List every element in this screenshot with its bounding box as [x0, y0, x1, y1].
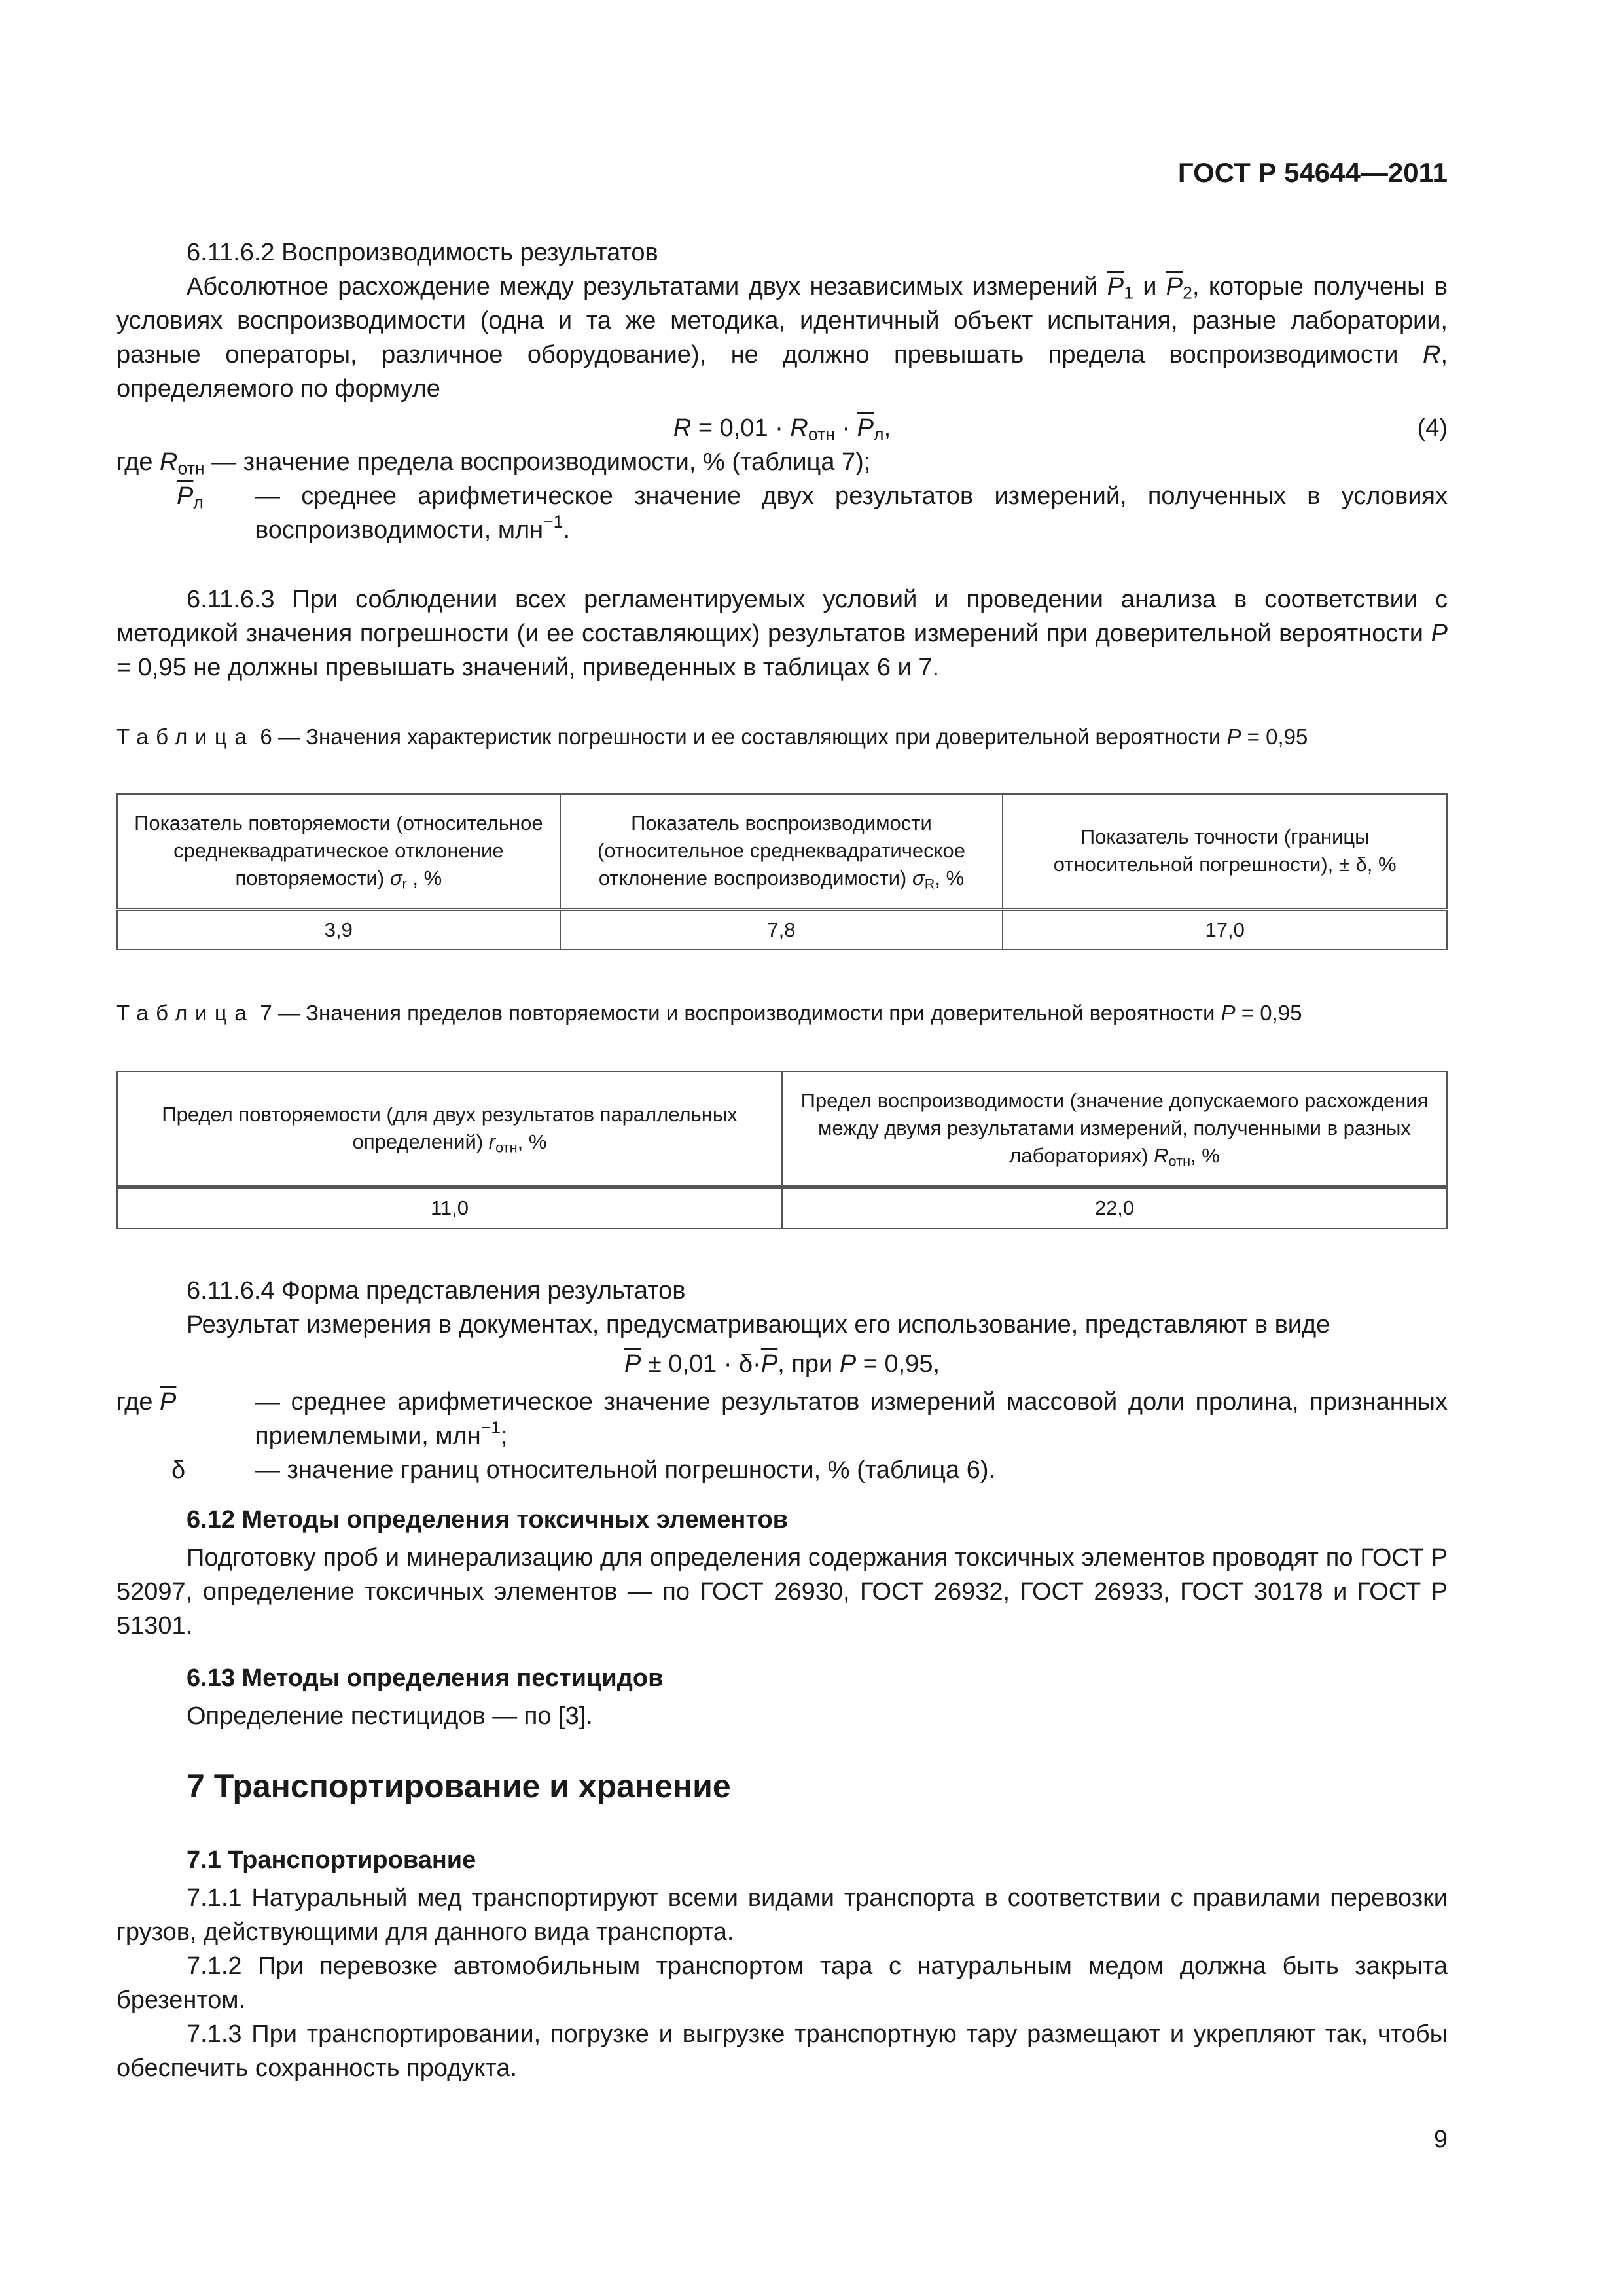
caption-label: Таблица [116, 725, 255, 749]
text: Абсолютное расхождение между результатами двух независимых измерений [187, 273, 1098, 300]
text: ; [501, 1422, 508, 1450]
var: $\overline{P}$ [760, 1350, 778, 1378]
subscript: л [193, 492, 204, 512]
section-heading: 7.1 Транспортирование [187, 1846, 476, 1874]
section-heading: 6.12 Методы определения токсичных элементов [187, 1506, 789, 1534]
document-id: ГОСТ Р 54644—2011 [1177, 157, 1448, 188]
paragraph: 7.1.1 Натуральный мед транспортируют всеми видами транспорта в соответствии с правилами перевозки грузов, действующими для данного вида транспорта. [116, 1884, 1448, 1946]
symbol: σ [906, 867, 925, 890]
where-clause [116, 445, 1448, 479]
subscript: 2 [1183, 283, 1192, 303]
symbol: r [483, 1130, 496, 1154]
where-clause [116, 479, 1448, 547]
table-cell: 11,0 [117, 1187, 782, 1229]
paragraph: 7.1.2 При перевозке автомобильным транспортом тара с натуральным медом должна быть закрыта брезентом. [116, 1952, 1448, 2014]
section-6-13 [116, 1661, 1448, 1733]
table-cell: 22,0 [782, 1187, 1447, 1229]
text: 7 — Значения пределов повторяемости и воспроизводимости при доверительной вероятности [254, 1001, 1221, 1025]
text: , [883, 414, 891, 442]
var: $\overline{P}$ [624, 1350, 641, 1378]
subscript: 1 [1124, 283, 1133, 303]
var-p2: $\overline{P}$ [1166, 273, 1183, 300]
subscript: отн [808, 424, 835, 444]
paragraph [116, 270, 1448, 406]
text: ± 0,01 · δ· [641, 1350, 761, 1378]
where-label: δ [171, 1456, 186, 1484]
subscript: отн [1168, 1153, 1191, 1170]
table-header-row [117, 794, 1447, 909]
text: где [116, 448, 160, 476]
text: , % [517, 1130, 547, 1154]
text: . [563, 516, 571, 544]
table-header-cell [782, 1071, 1447, 1187]
text: Предел повторяемости (для двух результатов параллельных определений) [162, 1103, 738, 1154]
page-number: 9 [1433, 2126, 1448, 2153]
text: — значение предела воспроизводимости, % (таблица 7); [204, 448, 871, 476]
subscript: r [402, 875, 407, 892]
paragraph: Определение пестицидов — по [3]. [187, 1702, 593, 1730]
var-r: R [1422, 341, 1441, 368]
var: $\overline{P}$ [160, 1388, 177, 1416]
text: = 0,95, [856, 1350, 940, 1378]
text: Показатель повторяемости (относительное среднеквадратическое отклонение повторяемости) [134, 812, 543, 890]
section-heading: 6.11.6.2 Воспроизводимость результатов [187, 239, 658, 266]
paragraph: Подготовку проб и минерализацию для определения содержания токсичных элементов проводят по ГОСТ Р 52097, определение токсичных элементов — по ГОСТ 26930, ГОСТ 26932, ГОСТ 26933, ГОСТ 30178 и ГОСТ Р 51301. [116, 1544, 1448, 1640]
where-label [116, 1385, 176, 1419]
document-page [116, 0, 1448, 2296]
table6-caption [116, 723, 1448, 751]
text: , которые получены в условиях воспроизводимости (одна и та же методика, идентичный объект испытания, разные лаборатории, разные операторы, различное оборудование), не должно превышать предела воспроизводимости [116, 273, 1448, 368]
text: , % [406, 867, 442, 890]
section-6-12 [116, 1503, 1448, 1643]
paragraph [116, 583, 1448, 685]
var: P [1226, 725, 1241, 749]
table-header-cell [117, 1071, 782, 1187]
var: P [1431, 620, 1448, 647]
text: Показатель воспроизводимости (относительное среднеквадратическое отклонение воспроизводимости) [597, 812, 966, 890]
text: , при [777, 1350, 840, 1378]
section-6-11-6-3 [116, 583, 1448, 685]
table-row [117, 1187, 1447, 1229]
text: , % [935, 867, 965, 890]
subscript: отн [495, 1139, 518, 1156]
var-p1: $\overline{P}$ [1107, 273, 1124, 300]
text: и [1143, 273, 1157, 300]
text: где [116, 1388, 160, 1416]
section-6-11-6-4 [116, 1274, 1448, 1487]
subscript: R [924, 875, 935, 892]
caption-label: Таблица [116, 1001, 255, 1025]
text: = 0,95 [1235, 1001, 1302, 1025]
equation-number: (4) [1417, 414, 1448, 442]
text: — значение границ относительной погрешности, % (таблица 6). [255, 1456, 996, 1484]
var: R [673, 414, 692, 442]
superscript: −1 [543, 512, 563, 532]
var: P [1221, 1001, 1236, 1025]
text: 6 — Значения характеристик погрешности и ее составляющих при доверительной вероятности [254, 725, 1227, 749]
table-header-row [117, 1071, 1447, 1187]
var: $\overline{P}$ [857, 414, 874, 442]
formula-result [116, 1347, 1448, 1381]
text: · [834, 414, 857, 442]
text: = 0,01 · [691, 414, 791, 442]
section-7-1 [116, 1843, 1448, 2085]
table-cell: 7,8 [560, 909, 1003, 950]
text: — среднее арифметическое значение результатов измерений массовой доли пролина, признанных приемлемыми, млн [255, 1388, 1448, 1450]
section-heading: 6.13 Методы определения пестицидов [187, 1664, 664, 1692]
text: 6.11.6.3 При соблюдении всех регламентируемых условий и проведении анализа в соответствии с методикой значения погрешности (и ее составляющих) результатов измерений при доверительной вероятности [116, 586, 1448, 647]
subscript: отн [177, 458, 205, 478]
var: $\overline{P}$ [177, 482, 194, 510]
text: = 0,95 [1241, 725, 1308, 749]
text: = 0,95 не должны превышать значений, приведенных в таблицах 6 и 7. [116, 654, 940, 681]
table6 [116, 793, 1448, 950]
var: R [790, 414, 808, 442]
where-label [177, 479, 204, 513]
formula-4 [116, 411, 1448, 445]
paragraph: Результат измерения в документах, предусматривающих его использование, представляют в виде [187, 1311, 1330, 1338]
text: — среднее арифметическое значение двух результатов измерений, полученных в условиях воспроизводимости, млн [255, 482, 1448, 544]
where-clause [116, 1385, 1448, 1453]
table-cell: 17,0 [1003, 909, 1447, 950]
text: Предел воспроизводимости (значение допускаемого расхождения между двумя результатами измерений, полученными в разных лабораториях) [800, 1089, 1429, 1168]
section-heading: 6.11.6.4 Форма представления результатов [187, 1277, 686, 1304]
table7 [116, 1071, 1448, 1229]
var: R [160, 448, 178, 476]
symbol: R [1148, 1144, 1169, 1168]
var: P [839, 1350, 857, 1378]
paragraph: 7.1.3 При транспортировании, погрузке и выгрузке транспортную тару размещают и укрепляют так, чтобы обеспечить сохранность продукта. [116, 2020, 1448, 2082]
table-header-cell: Показатель точности (границы относительной погрешности), ± δ, % [1003, 794, 1447, 909]
where-clause [116, 1453, 1448, 1487]
table7-caption [116, 999, 1448, 1028]
superscript: −1 [480, 1418, 501, 1438]
text: , % [1190, 1144, 1220, 1168]
subscript: л [874, 424, 884, 444]
table-header-cell [560, 794, 1003, 909]
symbol: σ [384, 867, 402, 890]
table-row [117, 909, 1447, 950]
chapter-heading: 7 Транспортирование и хранение [187, 1768, 731, 1804]
section-6-11-6-2 [116, 236, 1448, 547]
table-header-cell [117, 794, 560, 909]
text: , определяемого по формуле [116, 341, 1448, 403]
table-cell: 3,9 [117, 909, 560, 950]
